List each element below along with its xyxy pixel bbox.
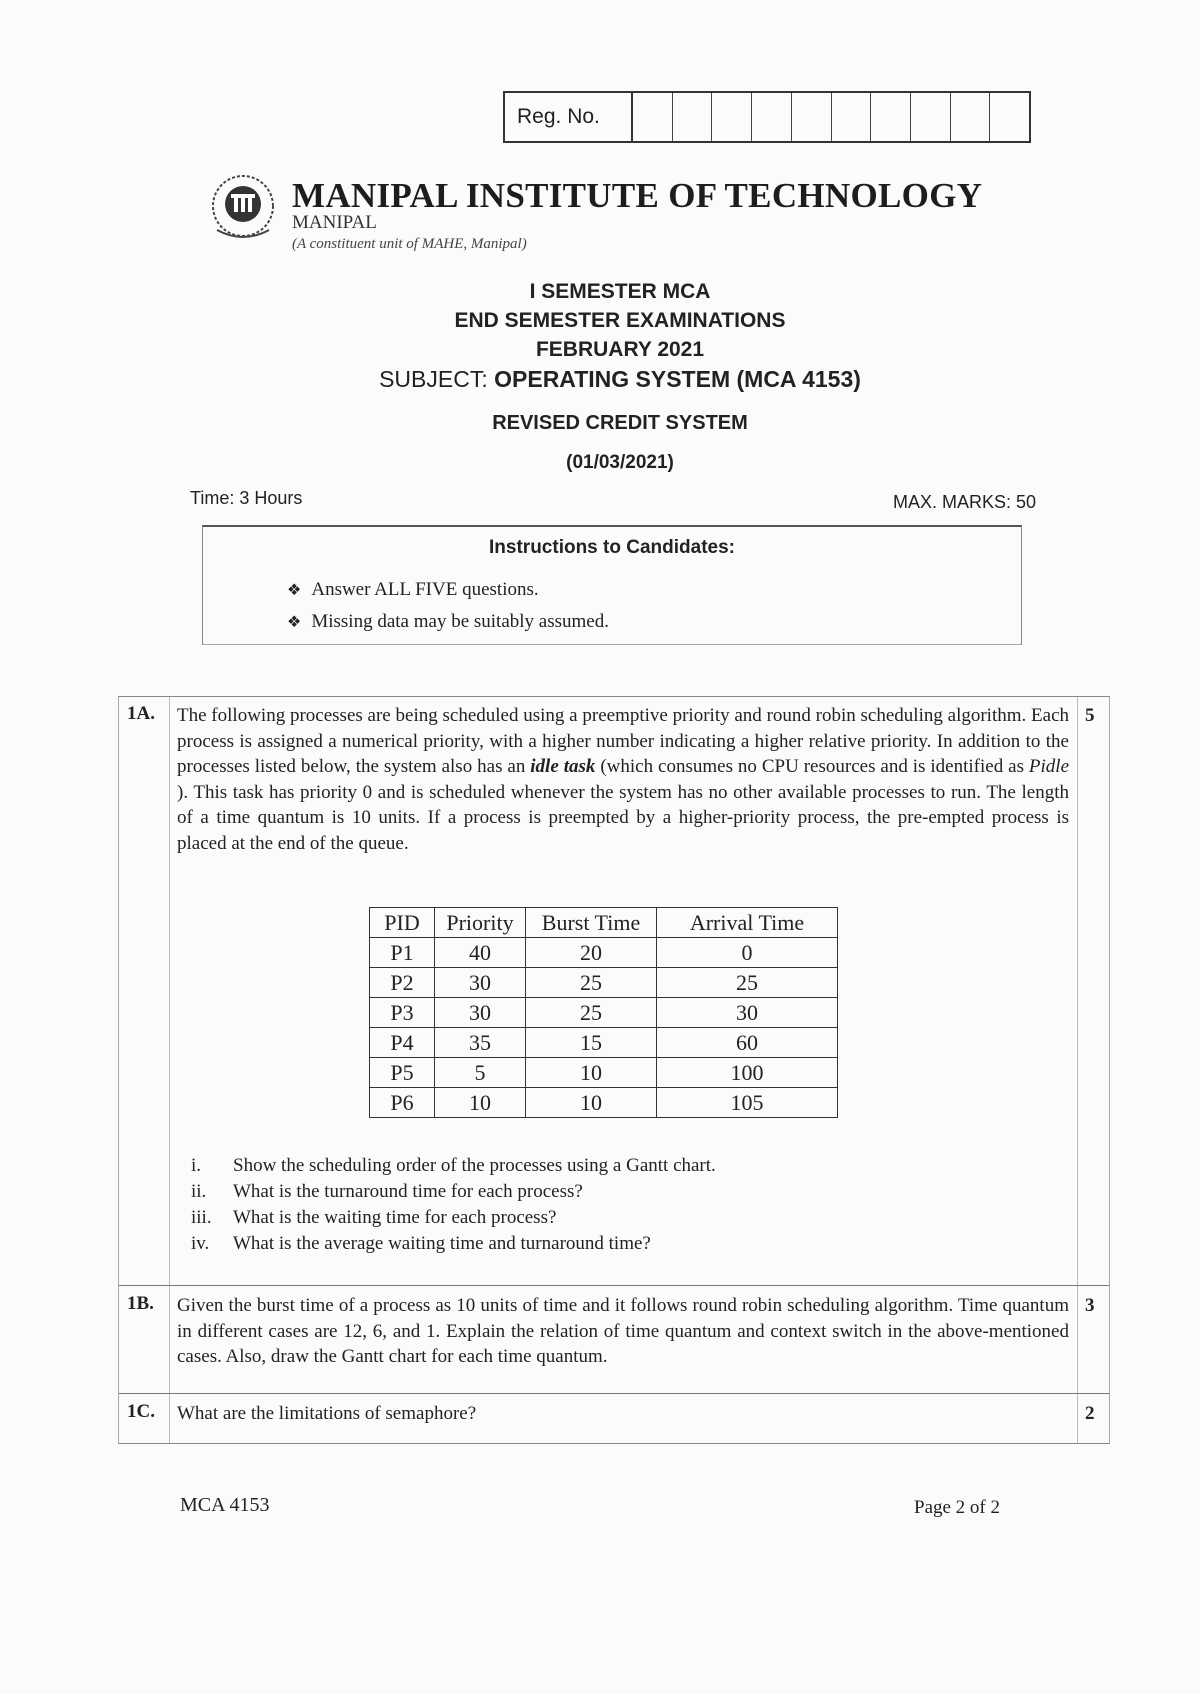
max-marks: MAX. MARKS: 50 <box>892 492 1036 512</box>
table-row: P6 10 10 105 <box>370 1088 838 1118</box>
table-row: P3 30 25 30 <box>370 998 838 1028</box>
reg-no-box <box>503 91 1031 143</box>
question-number: 1B. <box>127 1293 154 1314</box>
table-header: Arrival Time <box>657 908 838 938</box>
instruction-item: ❖ Answer ALL FIVE questions. <box>287 579 539 600</box>
reg-no-cell <box>712 93 752 141</box>
exam-date: (01/03/2021) <box>566 452 674 473</box>
question-1a-text: The following processes are being scheduled using a preemptive priority and round robin scheduling algorithm. Each process is assigned a numerical priority, with a higher number indicating a higher relative priority. In addition to the processes listed below, the system also has an idle task (which consumes no CPU resources and is identified as Pidle ). This task has priority 0 and is scheduled whenever the system has no other available processes to run. The length of a time quantum is 10 units. If a process is preempted by a higher-priority process, the pre-empted process is placed at the end of the queue. <box>177 705 1070 854</box>
month-heading: FEBRUARY 2021 <box>535 338 705 361</box>
sub-question: ii. What is the turnaround time for each process? <box>191 1181 583 1202</box>
subject-name: OPERATING SYSTEM (MCA 4153) <box>494 366 861 392</box>
reg-no-cell <box>792 93 832 141</box>
table-row: P1 40 20 0 <box>370 938 838 968</box>
reg-no-cell <box>633 93 673 141</box>
diamond-bullet-icon: ❖ <box>287 614 302 631</box>
exam-heading: END SEMESTER EXAMINATIONS <box>454 309 786 332</box>
diamond-bullet-icon: ❖ <box>287 582 302 599</box>
reg-no-label: Reg. No. <box>505 93 633 141</box>
footer-page-number: Page 2 of 2 <box>914 1497 1001 1518</box>
institute-city: MANIPAL <box>292 212 377 233</box>
pidle-term: Pidle <box>1028 756 1070 777</box>
question-marks: 2 <box>1085 1403 1095 1424</box>
question-number: 1C. <box>127 1401 155 1422</box>
credit-system-heading: REVISED CREDIT SYSTEM <box>492 412 748 434</box>
institute-logo-icon <box>205 170 281 246</box>
exam-time: Time: 3 Hours <box>190 488 303 508</box>
reg-no-cell <box>752 93 792 141</box>
table-header: PID <box>370 908 435 938</box>
table-header-row <box>370 908 838 938</box>
sub-question: i. Show the scheduling order of the processes using a Gantt chart. <box>191 1155 716 1176</box>
reg-no-cell <box>990 93 1029 141</box>
process-table <box>369 907 838 1118</box>
reg-no-cell <box>911 93 951 141</box>
footer-course-code: MCA 4153 <box>180 1494 270 1516</box>
subject-heading <box>0 366 1200 393</box>
semester-heading: I SEMESTER MCA <box>529 280 711 303</box>
question-1c-text: What are the limitations of semaphore? <box>177 1403 477 1424</box>
instruction-item: ❖ Missing data may be suitably assumed. <box>287 611 609 632</box>
reg-no-cell <box>673 93 713 141</box>
instructions-box <box>202 525 1022 645</box>
table-row: P2 30 25 25 <box>370 968 838 998</box>
question-table <box>118 696 1110 1444</box>
table-header: Burst Time <box>526 908 657 938</box>
institute-constituent: (A constituent unit of MAHE, Manipal) <box>292 236 527 252</box>
idle-task-term: idle task <box>530 756 596 777</box>
question-marks: 5 <box>1085 705 1095 726</box>
question-marks: 3 <box>1085 1295 1095 1316</box>
table-row: P4 35 15 60 <box>370 1028 838 1058</box>
table-row: P5 5 10 100 <box>370 1058 838 1088</box>
institute-name: MANIPAL INSTITUTE OF TECHNOLOGY <box>292 176 983 215</box>
reg-no-cell <box>951 93 991 141</box>
question-1b-text: Given the burst time of a process as 10 units of time and it follows round robin scheduling algorithm. Time quantum in different cases are 12, 6, and 1. Explain the relation of time quantum and context switch in the above-mentioned cases. Also, draw the Gantt chart for each time quantum. <box>177 1295 1069 1367</box>
instructions-title: Instructions to Candidates: <box>489 537 735 558</box>
sub-question: iii. What is the waiting time for each process? <box>191 1207 557 1228</box>
table-header: Priority <box>435 908 526 938</box>
subject-prefix: SUBJECT: <box>379 366 495 392</box>
reg-no-cell <box>871 93 911 141</box>
reg-no-cell <box>832 93 872 141</box>
sub-question: iv. What is the average waiting time and turnaround time? <box>191 1233 651 1254</box>
question-number: 1A. <box>127 703 155 724</box>
